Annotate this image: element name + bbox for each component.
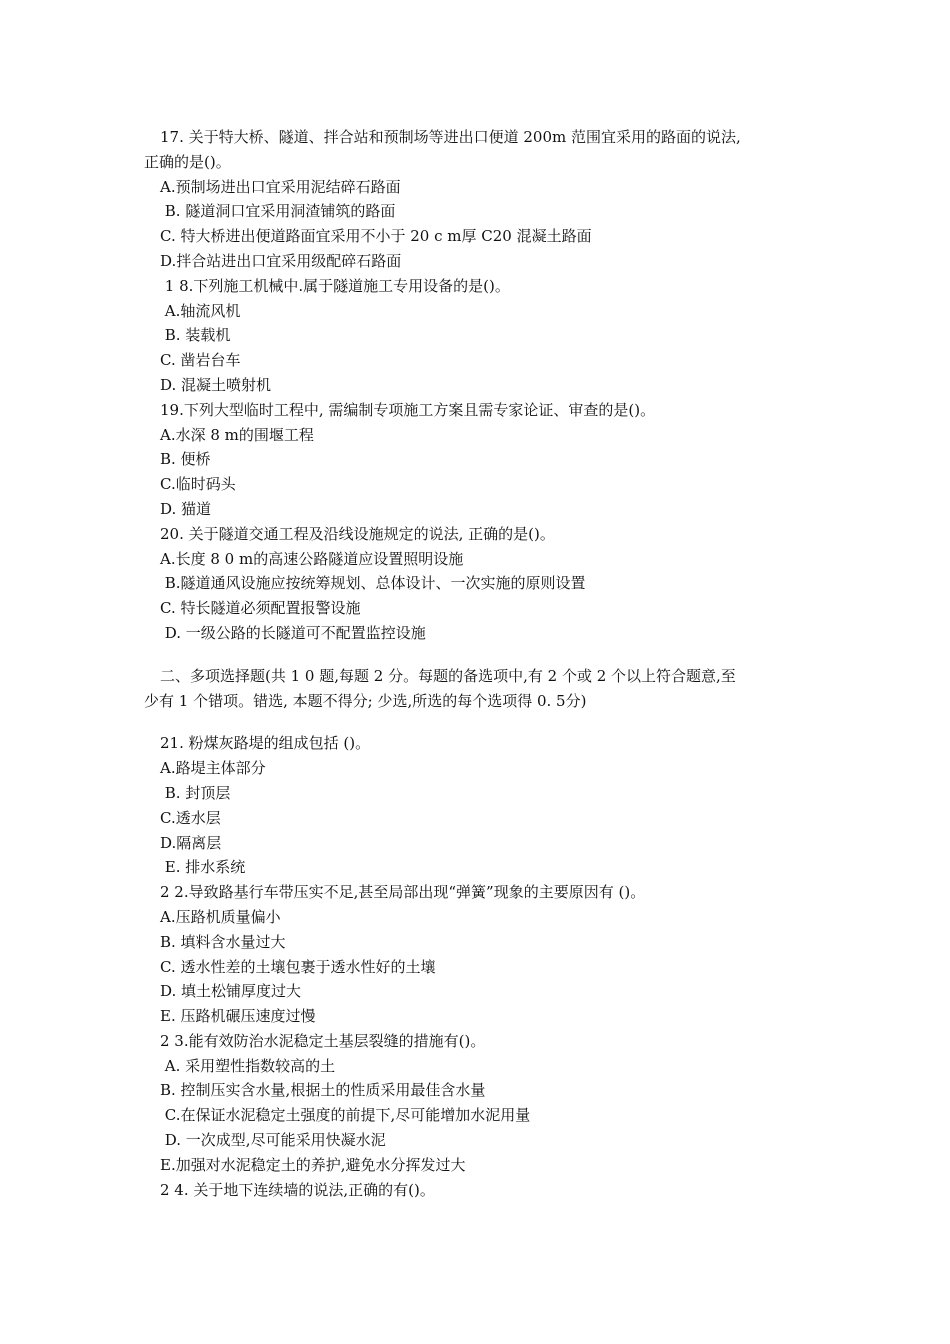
question-18-option-d: D. 混凝土喷射机 [160,375,272,394]
section-spacer [144,646,824,664]
question-20-option-d: D. 一级公路的长隧道可不配置监控设施 [160,623,426,642]
question-17-option-c: C. 特大桥进出便道路面宜采用不小于 20 c m厚 C20 混凝土路面 [160,227,592,246]
question-17-stem-line1: 17. 关于特大桥、隧道、拌合站和预制场等进出口便道 200m 范围宜采用的路面的说法, [160,128,741,146]
question-21-stem: 21. 粉煤灰路堤的组成包括 ()。 [160,734,371,753]
question-23-option-a: A. 采用塑性指数较高的土 [160,1056,336,1075]
question-17-option-a: A.预制场进出口宜采用泥结碎石路面 [160,177,401,196]
question-19-stem: 19.下列大型临时工程中, 需编制专项施工方案且需专家论证、审查的是()。 [160,400,656,419]
question-24-stem: 2 4. 关于地下连续墙的说法,正确的有()。 [160,1180,435,1199]
question-23-stem: 2 3.能有效防治水泥稳定土基层裂缝的措施有()。 [160,1031,486,1050]
question-23-option-b: B. 控制压实含水量,根据土的性质采用最佳含水量 [160,1081,486,1100]
question-22-option-b: B. 填料含水量过大 [160,932,286,951]
question-18-option-c: C. 凿岩台车 [160,351,241,370]
question-21-option-b: B. 封顶层 [160,783,231,802]
question-20-option-b: B.隧道通风设施应按统筹规划、总体设计、一次实施的原则设置 [160,574,586,593]
question-23-option-d: D. 一次成型,尽可能采用快凝水泥 [160,1131,386,1150]
question-21-option-e: E. 排水系统 [160,858,246,877]
question-19-option-c: C.临时码头 [160,475,236,494]
question-23-option-c: C.在保证水泥稳定土强度的前提下,尽可能增加水泥用量 [160,1106,531,1125]
section-spacer [144,713,824,731]
question-22-option-e: E. 压路机碾压速度过慢 [160,1007,316,1026]
question-18-stem: 1 8.下列施工机械中.属于隧道施工专用设备的是()。 [160,276,510,295]
question-21-option-c: C.透水层 [160,808,221,827]
question-19-option-b: B. 便桥 [160,450,211,469]
question-20-option-a: A.长度 8 0 m的高速公路隧道应设置照明设施 [160,549,464,568]
question-20-option-c: C. 特长隧道必须配置报警设施 [160,599,361,618]
question-18-option-b: B. 装载机 [160,326,231,345]
question-17-option-d: D.拌合站进出口宜采用级配碎石路面 [160,251,402,270]
question-17-option-b: B. 隧道洞口宜采用洞渣铺筑的路面 [160,202,396,221]
section-2-heading-line2: 少有 1 个错项。错选, 本题不得分; 少选,所选的每个选项得 0. 5分) [144,691,587,710]
section-2-heading-line1: 二、多项选择题(共 1 0 题,每题 2 分。每题的备选项中,有 2 个或 2 个以上符合题意,至 [160,666,736,685]
question-22-option-a: A.压路机质量偏小 [160,907,281,926]
question-20-stem: 20. 关于隧道交通工程及沿线设施规定的说法, 正确的是()。 [160,524,555,543]
question-22-option-c: C. 透水性差的土壤包裹于透水性好的土壤 [160,957,436,976]
question-22-option-d: D. 填土松铺厚度过大 [160,982,302,1001]
question-19-option-a: A.水深 8 m的围堰工程 [160,425,314,444]
question-21-option-a: A.路堤主体部分 [160,759,266,778]
question-17-stem-line2: 正确的是()。 [144,152,231,171]
question-21-option-d: D.隔离层 [160,833,222,852]
exam-content [144,125,824,1202]
question-22-stem: 2 2.导致路基行车带压实不足,甚至局部出现“弹簧”现象的主要原因有 ()。 [160,883,646,902]
question-19-option-d: D. 猫道 [160,499,212,518]
question-18-option-a: A.轴流风机 [160,301,241,320]
question-23-option-e: E.加强对水泥稳定土的养护,避免水分挥发过大 [160,1155,466,1174]
